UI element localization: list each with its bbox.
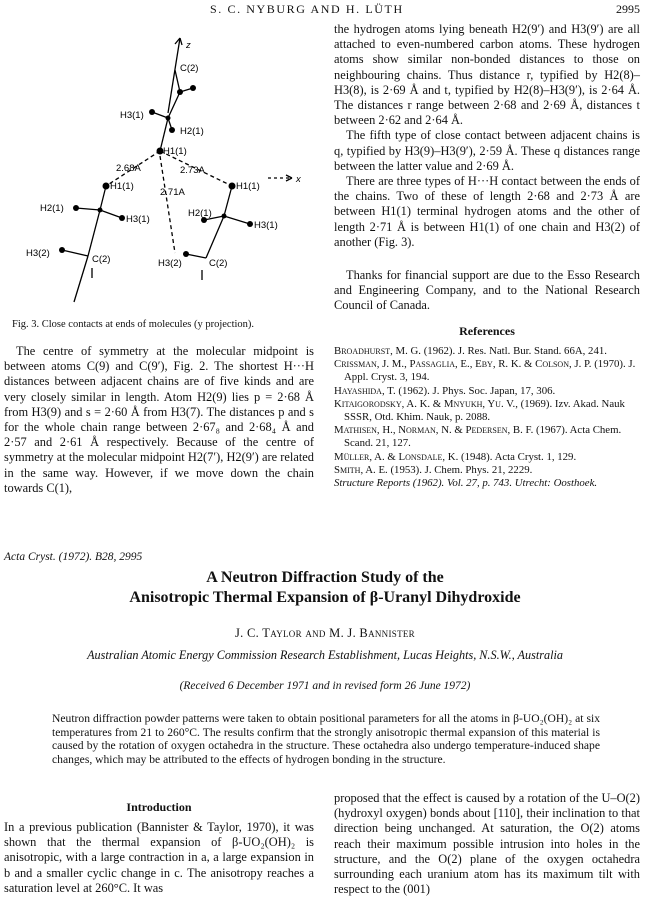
reference-item: Müller, A. & Lonsdale, K. (1948). Acta Cryst. 1, 129. bbox=[334, 450, 577, 463]
atom-label: H2(1) bbox=[180, 126, 204, 137]
atom-dot bbox=[59, 247, 65, 253]
atom-dot bbox=[222, 214, 227, 219]
atom-label: C(2) bbox=[180, 63, 199, 74]
axis-label-z: z bbox=[186, 40, 191, 51]
paragraph: proposed that the effect is caused by a rotation of the U–O(2) (hydroxyl oxygen) bonds about [110], their inclination to that direction being unchanged. At saturation, the O(2) atoms reach their maximum possible intrusion into holes in the structure, and the O(2) plane of the oxygen octahedra surrounding each uranium atom has its maximum tilt with respect to the (001) bbox=[334, 791, 640, 897]
reference-item: Mathisen, H., Norman, N. & Pedersen, B. F. (1967). Acta Chem. Scand. 21, 127. bbox=[334, 424, 622, 450]
reference-item: Broadhurst, M. G. (1962). J. Res. Natl. Bur. Stand. 66A, 241. bbox=[334, 345, 607, 357]
atom-label: H3(1) bbox=[126, 214, 150, 225]
atom-label: H2(1) bbox=[188, 208, 212, 219]
atom-dot bbox=[247, 221, 253, 227]
title-line: A Neutron Diffraction Study of the bbox=[206, 569, 444, 586]
right-column bbox=[334, 22, 640, 314]
distance-label: 2.68A bbox=[116, 163, 141, 174]
reference-item: Kitaigorodsky, A. K. & Mnyukh, Yu. V., (1969). Izv. Akad. Nauk SSSR, Otd. Khim. Nauk, p. 2088. bbox=[334, 397, 625, 424]
page-number: 2995 bbox=[616, 2, 640, 16]
distance-label: 2.73A bbox=[180, 165, 205, 176]
reference-item: Crissman, J. M., Passaglia, E., Eby, R. K. & Colson, J. P. (1970). J. Appl. Cryst. 3, 194. bbox=[334, 358, 636, 384]
atom-dot bbox=[103, 183, 110, 190]
title-line: Anisotropic Thermal Expansion of β-Uranyl Dihydroxide bbox=[129, 589, 521, 606]
received-date: (Received 6 December 1971 and in revised form 26 June 1972) bbox=[179, 680, 471, 692]
atom-label: H3(1) bbox=[254, 220, 278, 231]
atom-dot bbox=[183, 251, 189, 257]
references-heading: References bbox=[459, 324, 515, 338]
paragraph: The centre of symmetry at the molecular midpoint is between atoms C(9) and C(9′), Fig. 2. The shortest H···H distances between adjacent chains are of five kinds and are very closely similar in length. Atom H2(9) lies p = 2·68 Å from H3(9) and s = 2·60 Å from H3(7). The distances p and s for the whole chain range between 2·67₈ and 2·68₄ Å and 2·57 and 2·61 Å respectively. Because of the centre of symmetry at the molecular midpoint H2(7′), H2(9′) are related in the same way. However, if we move down the chain towards C(1), bbox=[4, 344, 314, 495]
paragraph: The fifth type of close contact between adjacent chains is q, typified by H3(9)–H3(9′), 2·59 Å. These q distances range between the latter value and 2·69 Å. bbox=[334, 128, 640, 173]
left-column bbox=[4, 344, 314, 496]
atom-dot bbox=[177, 89, 183, 95]
atom-dot bbox=[119, 215, 125, 221]
paragraph: In a previous publication (Bannister & Taylor, 1970), it was shown that the thermal expansion of β-UO₂(OH)₂ is anisotropic, with a large contraction in a, a large expansion in b and a smaller cyclic change in c. The anisotropy reaches a saturation level at 260°C. It was bbox=[4, 820, 314, 895]
figure-3 bbox=[10, 18, 320, 318]
journal-citation: Acta Cryst. (1972). B28, 2995 bbox=[4, 551, 143, 563]
atom-dot bbox=[190, 85, 196, 91]
atom-label: H3(2) bbox=[158, 258, 182, 269]
affiliation: Australian Atomic Energy Commission Research Establishment, Lucas Heights, N.S.W., Australia bbox=[87, 648, 563, 662]
atom-dot bbox=[73, 205, 79, 211]
page-header bbox=[0, 2, 650, 16]
figure-caption: Fig. 3. Close contacts at ends of molecules (y projection). bbox=[12, 319, 255, 330]
atom-dot bbox=[149, 109, 155, 115]
atom-label: H3(2) bbox=[26, 248, 50, 259]
atom-dot bbox=[166, 116, 171, 121]
running-head: S. C. NYBURG AND H. LÜTH bbox=[210, 2, 404, 16]
atom-label: C(2) bbox=[209, 258, 228, 269]
intro-left-column bbox=[4, 820, 314, 896]
z-axis bbox=[168, 38, 180, 113]
atom-label: H1(1) bbox=[110, 181, 134, 192]
abstract: Neutron diffraction powder patterns were taken to obtain positional parameters for all the atoms in β-UO₂(OH)₂ at six temperatures from 21 to 260°C. The results confirm that the strongly anisotropic thermal expansion of this material is caused by the rotation of oxygen octahedra in the structure. These octahedra also undergo temperature-induced shape changes, which may be attributed to the effects of hydrogen bonding in the structure. bbox=[52, 712, 600, 766]
article-authors: J. C. Taylor and M. J. Bannister bbox=[235, 626, 415, 640]
atom-label: H1(1) bbox=[163, 146, 187, 157]
atom-label: H2(1) bbox=[40, 203, 64, 214]
reference-item: Smith, A. E. (1953). J. Chem. Phys. 21, 2229. bbox=[334, 463, 533, 476]
atom-label: C(2) bbox=[92, 254, 111, 265]
axis-label-x: x bbox=[296, 174, 301, 185]
figure-3-diagram bbox=[10, 18, 320, 318]
reference-item: Structure Reports (1962). Vol. 27, p. 743. Utrecht: Oosthoek. bbox=[334, 477, 598, 490]
paragraph: the hydrogen atoms lying beneath H2(9′) and H3(9′) are all attached to even-numbered carbon atoms. These hydrogen atoms show similar non-bonded distances to those on neighbouring chains. Thus distance r, typified by H2(8)–H3(8), is 2·69 Å and t, typified by H2(8)–H3(9′), is 2·64 Å. The distances r range between 2·68 and 2·69 Å, distances t between 2·62 and 2·64 Å. bbox=[334, 22, 640, 128]
paragraph: There are three types of H···H contact between the ends of the chains. Two of these of length 2·68 and 2·73 Å are between H1(1) terminal hydrogen atoms and the other of length 2·71 Å is between H1(1) of one chain and H3(2) of another (Fig. 3). bbox=[334, 174, 640, 249]
references-list bbox=[334, 345, 640, 490]
atom-label: H1(1) bbox=[236, 181, 260, 192]
intro-right-column bbox=[334, 791, 640, 897]
article-title bbox=[0, 568, 650, 608]
atom-dot bbox=[169, 127, 175, 133]
distance-label: 2.71A bbox=[160, 187, 185, 198]
atom-dot bbox=[98, 208, 103, 213]
atom-label: H3(1) bbox=[120, 110, 144, 121]
atom-dot bbox=[229, 183, 236, 190]
acknowledgement: Thanks for financial support are due to the Esso Research and Engineering Company, and to the National Research Council of Canada. bbox=[334, 268, 640, 313]
section-heading-introduction: Introduction bbox=[126, 800, 192, 814]
reference-item: Hayashida, T. (1962). J. Phys. Soc. Japan, 17, 306. bbox=[334, 384, 556, 397]
